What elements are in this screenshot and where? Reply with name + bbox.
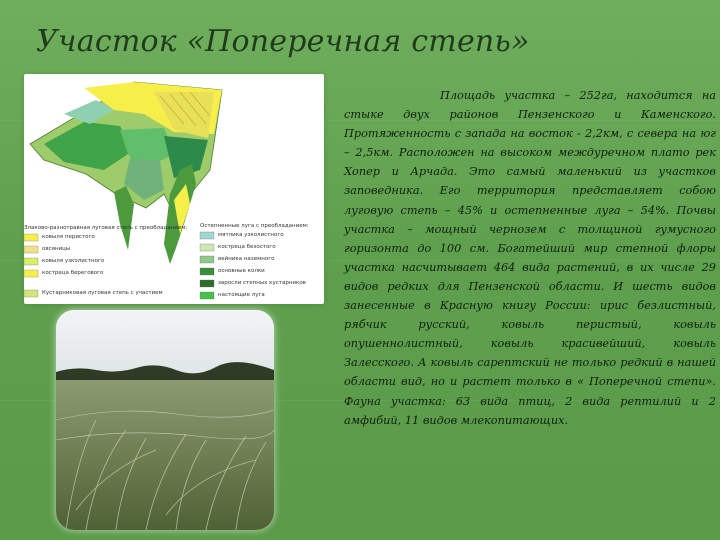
- legend-right-item: настоящие луга: [218, 292, 265, 298]
- legend-left-item: ковыля узколистного: [42, 258, 105, 264]
- legend-right-item: костреца безостого: [218, 244, 276, 250]
- legend-left-footer: Кустарниковая луговая степь с участием: [42, 290, 163, 296]
- legend-left-heading: Злаково-разнотравная луговая степь с преобладанием:: [24, 225, 188, 231]
- legend-left-item: овсяницы: [42, 246, 71, 252]
- legend-right-item: вейника наземного: [218, 256, 275, 262]
- description-text: [344, 86, 716, 430]
- vegetation-map: [24, 74, 324, 304]
- slide-title: Участок «Поперечная степь»: [36, 24, 530, 59]
- legend-left-item: костреца берегового: [42, 270, 104, 276]
- legend-right-heading: Остепненные луга с преобладанием:: [200, 223, 309, 229]
- description-paragraph: Площадь участка – 252га, находится на стыке двух районов Пензенского и Каменского. Протяженность с запада на восток - 2,2км, с севера на юг – 2,5км. Расположен на высоком междуречном плато рек Хопер и Арчада. Это самый маленький из участков заповедника. Его территория представляет собою луговую степь – 45% и остепненные луга – 54%. Почвы участка – мощный чернозем с толщиной гумусного горизонта до 100 см. Богатейший мир степной флоры участка насчитывает 464 вида растений, в их числе 29 видов редких для Пензенской области. И шесть видов занесенные в Красную книгу России: ирис безлистный, рябчик русский, ковыль перистый, ковыль опушеннолистный, ковыль красивейший, ковыль Залесского. А ковыль сарептский не только редкий в нашей области вид, но и растет только в « Поперечной степи». Фауна участка: 63 вида птиц, 2 вида рептилий и 2 амфибий, 11 видов млекопитающих.: [344, 89, 716, 427]
- legend-left-item: ковыля перистого: [42, 234, 95, 240]
- legend-right-item: основные колки: [218, 268, 265, 274]
- legend-right-item: заросли степных кустарников: [218, 280, 306, 286]
- steppe-photo-illustration: [56, 310, 274, 530]
- steppe-photo: [56, 310, 274, 530]
- legend-right-item: мятлика узколистного: [218, 232, 284, 238]
